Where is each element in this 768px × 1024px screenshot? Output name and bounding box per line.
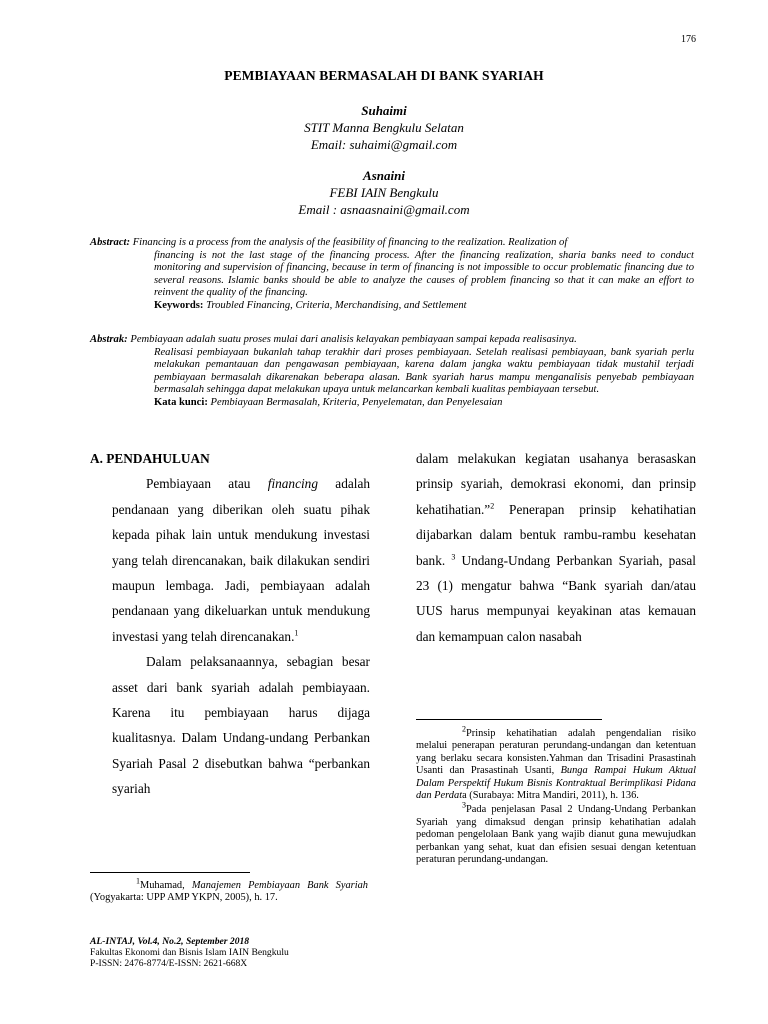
author-affiliation: FEBI IAIN Bengkulu: [329, 185, 439, 200]
footnote-ref-2[interactable]: 2: [490, 501, 495, 511]
p1-italic: financing: [267, 476, 318, 492]
right-column: [416, 446, 696, 649]
footnote-ref-1[interactable]: 1: [294, 628, 299, 638]
p1-text: Pembiayaan atau: [146, 476, 268, 492]
footnote-3-marker: 3: [462, 800, 466, 810]
abstrak-label: Abstrak:: [90, 334, 128, 345]
abstract-first-line: [90, 237, 694, 250]
abstract-indonesian: [90, 334, 694, 410]
abstrak-first-line: [90, 334, 694, 347]
p3-text-3: Undang-Undang Perbankan Syariah, pasal 23 (1) mengatur bahwa “Bank syariah dan/atau UUS harus mempunyai keyakinan atas kemauan dan kemampuan calon nasabah: [416, 552, 697, 644]
footer-journal: AL-INTAJ, Vol.4, No.2, September 2018: [90, 936, 250, 947]
abstract-label: Abstract:: [90, 237, 131, 248]
p3-text: dalam melakukan kegiatan usahanya berasaskan prinsip syariah, demokrasi ekonomi, dan prinsip kehatihatian.”: [416, 451, 696, 517]
abstrak-body: Realisasi pembiayaan bukanlah tahap terakhir dari proses pembiayaan. Setelah realisasi pembiayaan, bank syariah perlu melakukan pemantauan dan pengawasan pembiayaan, karena dalam jangka waktu pembiayaan tidak mustahil terjadi pembiayaan bermasalah dikarenakan beberapa alasan. Bank syariah harus mampu menganalisis penyebab pembiayaan bermasalah sehingga dapat melakukan upaya untuk melancarkan kembali kualitas pembiayaan tersebut.: [154, 346, 694, 396]
p1-text-2: adalah pendanaan yang diberikan oleh suatu pihak kepada pihak lain untuk mendukung investasi yang telah direncanakan, baik dilakukan sendiri maupun lembaga. Jadi, pembiayaan adalah pendanaan yang dikeluarkan untuk mendukung investasi yang telah direncanakan.: [112, 476, 370, 644]
footnote-2-italic: Bunga Rampai Hukum Aktual Dalam Perspektif Hukum Bisnis Kontraktual Berimplikasi Pidana dan Perdat: [416, 765, 696, 802]
keywords-label: Keywords:: [154, 299, 204, 311]
footer-issn: P-ISSN: 2476-8774/E-ISSN: 2621-668X: [90, 958, 248, 969]
paper-title: PEMBIAYAAN BERMASALAH DI BANK SYARIAH: [224, 68, 544, 83]
author-name: Asnaini: [363, 168, 405, 183]
footnote-1-text: Muhamad,: [140, 880, 192, 891]
author-email: Email: suhaimi@gmail.com: [310, 137, 458, 152]
author-2: [90, 167, 678, 218]
footnote-1-italic: Manajemen Pembiayaan Bank Syariah: [191, 880, 368, 891]
footnote-1-marker: 1: [136, 876, 140, 886]
kata-kunci: [154, 397, 694, 410]
footnote-1-text-2: (Yogyakarta: UPP AMP YKPN, 2005), h. 17.: [90, 892, 278, 904]
abstract-first-text: Financing is a process from the analysis of the feasibility of financing to the realization. Realization of: [132, 237, 568, 248]
author-email: Email : asnaasnaini@gmail.com: [298, 202, 470, 217]
paragraph-1: [112, 471, 370, 649]
footnote-rule-left: [90, 872, 250, 873]
abstract-english: [90, 237, 694, 313]
author-1: [90, 102, 678, 153]
footnotes-right: [416, 724, 696, 866]
footnotes-left: [90, 876, 368, 905]
kata-kunci-label: Kata kunci:: [154, 396, 208, 408]
footnote-3: [416, 800, 696, 866]
author-name: Suhaimi: [361, 103, 407, 118]
title-block: [90, 68, 678, 232]
footer-faculty: Fakultas Ekonomi dan Bisnis Islam IAIN Bengkulu: [90, 947, 289, 958]
footnote-2-marker: 2: [462, 724, 466, 734]
footnote-ref-3[interactable]: 3: [451, 552, 456, 562]
abstract-body: financing is not the last stage of the financing process. After the financing realization, sharia banks need to conduct monitoring and supervision of financing, because in term of financing is not impossible to occur problematic financing due to several reasons. Islamic banks should be able to analyze the causes of problem financing so that it can make an effort to reinvent the quality of the financing.: [154, 249, 694, 299]
footnote-2-text-2: a (Surabaya: Mitra Mandiri, 2011), h. 136.: [462, 790, 639, 802]
footnote-1: [90, 876, 368, 905]
footnote-3-text: Pada penjelasan Pasal 2 Undang-Undang Perbankan Syariah yang dimaksud dengan prinsip kehatihatian adalah pedoman pengelolaan Bank yang wajib dianut guna mewujudkan perbankan yang sehat, kuat dan efisien sesuai dengan ketentuan peraturan perundang-undangan.: [416, 804, 696, 866]
footnote-2: [416, 724, 696, 802]
kata-kunci-text: Pembiayaan Bermasalah, Kriteria, Penyelematan, dan Penyelesaian: [210, 396, 503, 408]
paragraph-3: [416, 446, 696, 649]
page-number: 176: [681, 34, 696, 45]
p3-text-2: Penerapan prinsip kehatihatian dijabarkan dalam bentuk rambu-rambu kesehatan bank.: [416, 501, 696, 568]
page-footer: [90, 936, 289, 969]
section-heading: A. PENDAHULUAN: [90, 451, 210, 466]
keywords: [154, 300, 694, 313]
footnote-2-text: Prinsip kehatihatian adalah pengendalian risiko melalui penerapan peraturan perundang-undangan dan ketentuan yang berlaku secara konsisten.Yahman dan Trisadini Prasastinah Usanti dan Prasastinah Usanti,: [416, 728, 696, 777]
paragraph-2: Dalam pelaksanaannya, sebagian besar asset dari bank syariah adalah pembiayaan. Karena itu pembiayaan harus dijaga kualitasnya. Dalam Undang-undang Perbankan Syariah Pasal 2 disebutkan bahwa “perbankan syariah: [112, 654, 370, 797]
keywords-text: Troubled Financing, Criteria, Merchandising, and Settlement: [206, 299, 467, 311]
footnote-rule-right: [416, 719, 602, 720]
author-affiliation: STIT Manna Bengkulu Selatan: [304, 120, 464, 135]
left-column: [90, 446, 370, 802]
abstrak-first-text: Pembiayaan adalah suatu proses mulai dari analisis kelayakan pembiayaan sampai kepada realisasinya.: [130, 334, 577, 345]
